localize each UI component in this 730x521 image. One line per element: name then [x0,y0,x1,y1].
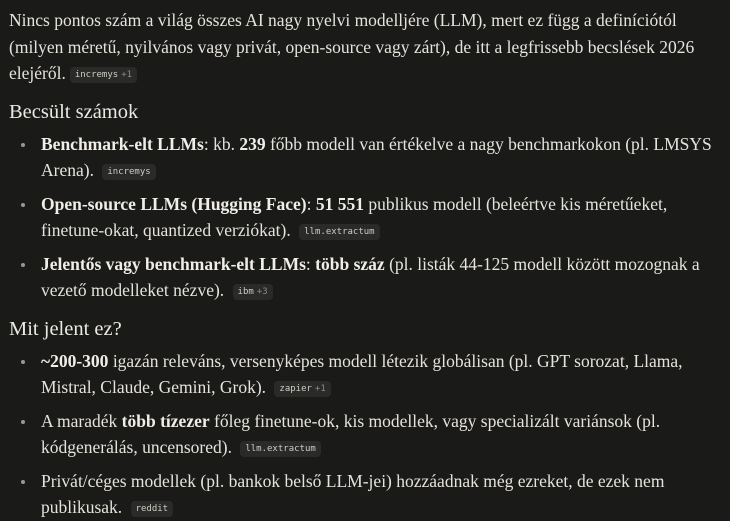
citation-badge[interactable] [233,284,273,300]
bold-text: Benchmark-elt LLMs [41,133,204,154]
text: Privát/céges modellek (pl. bankok belső LLM-jei) hozzáadnak még ezreket, de ezek nem publikusak. [41,470,665,517]
text: publikus modell (beleértve kis méretűeket, finetune-okat, quantized verziókat). [41,193,668,240]
citation-source: incremys [74,70,119,80]
bold-text: 239 [239,133,266,154]
text: (pl. listák 44-125 modell között mozognak a vezető modelleket nézve). [41,253,700,300]
text: főleg finetune-ok, kis modellek, vagy specializált variánsok (pl. kódgenerálás, uncensored). [41,410,661,457]
citation-more-count: +1 [314,384,326,394]
bold-text: 51 551 [315,193,364,214]
list-item [9,251,720,304]
section-heading: Becsült számok [9,100,139,123]
citation-source: llm.extractum [304,227,375,237]
bullet-icon [21,263,25,267]
citation-badge[interactable] [102,164,155,180]
intro-paragraph [9,7,720,87]
citation-source: incremys [107,167,151,177]
bold-text: több száz [315,253,385,274]
list-item [9,348,720,401]
citation-badge[interactable] [70,67,137,83]
bold-text: több tízezer [121,410,210,431]
text: : [305,253,316,274]
list-item [9,468,720,521]
citation-badge[interactable] [131,501,174,517]
bullet-icon [21,360,25,364]
list-item [9,131,720,184]
text: főbb modell van értékelve a nagy benchmarkokon (pl. LMSYS Arena). [41,133,712,180]
bullet-icon [21,143,25,147]
text: A maradék [41,410,122,431]
bold-text: Jelentős vagy benchmark-elt LLMs [41,253,306,274]
citation-badge[interactable] [299,224,379,240]
bold-text: Open-source LLMs (Hugging Face) [41,193,307,214]
bullet-icon [21,420,25,424]
citation-source: ibm [237,287,254,297]
citation-source: zapier [279,384,312,394]
sections [9,99,720,521]
citation-more-count: +3 [256,287,268,297]
bold-text: ~200-300 [41,350,109,371]
citation-more-count: +1 [121,70,133,80]
citation-badge[interactable] [274,381,330,397]
intro-text: Nincs pontos szám a világ összes AI nagy nyelvi modelljére (LLM), mert ez függ a definíciótól (milyen méretű, nyilvános vagy privát, open-source vagy zárt), de itt a legfrissebb becslések 2026 elejéről. [9,10,695,83]
text: : [306,193,316,214]
bullet-list [9,131,720,304]
citation-source: llm.extractum [245,444,316,454]
citation-source: reddit [135,504,169,514]
list-item [9,408,720,461]
section-heading: Mit jelent ez? [9,317,122,340]
bullet-icon [21,203,25,207]
bullet-list [9,348,720,521]
text: : kb. [203,133,240,154]
citation-badge[interactable] [240,441,320,457]
bullet-icon [21,480,25,484]
list-item [9,191,720,244]
text: igazán releváns, versenyképes modell létezik globálisan (pl. GPT sorozat, Llama, Mistral, Claude, Gemini, Grok). [41,350,683,397]
